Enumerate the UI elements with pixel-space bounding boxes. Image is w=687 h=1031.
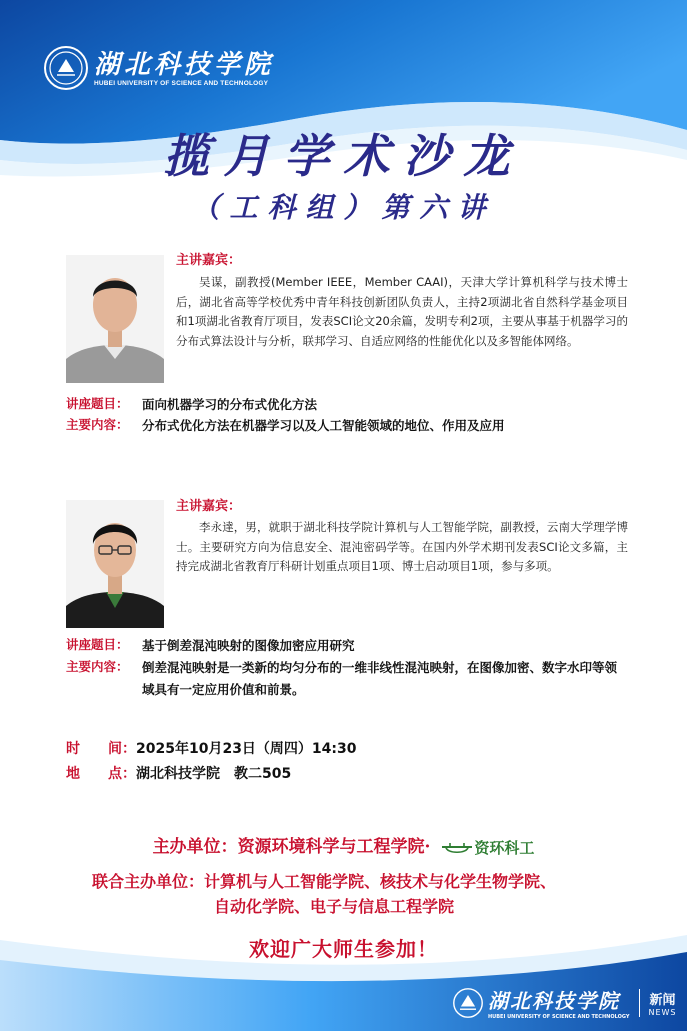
news-cn: 新闻 xyxy=(649,992,676,1008)
event-time-label: 时 间： xyxy=(66,741,136,757)
poster-subtitle: （工科组）第六讲 xyxy=(191,191,496,224)
speaker1-topic-label: 讲座题目： xyxy=(66,396,129,411)
speaker1-content-label: 主要内容： xyxy=(66,417,129,432)
department-logo xyxy=(440,837,534,858)
news-en: NEWS xyxy=(648,1007,677,1017)
news-badge xyxy=(639,989,676,1017)
event-place: 湖北科技学院 教二505 xyxy=(136,766,292,782)
speaker1-label: 主讲嘉宾： xyxy=(176,253,242,268)
speaker1-content-row xyxy=(66,415,505,437)
speaker2-topic: 基于倒差混沌映射的图像加密应用研究 xyxy=(142,638,355,653)
speaker1-photo xyxy=(66,255,164,383)
event-place-row xyxy=(66,763,291,783)
speaker2-photo xyxy=(66,500,164,628)
school-emblem-icon xyxy=(44,46,88,90)
department-logo-text: 资环科工 xyxy=(474,839,535,857)
host-organizer xyxy=(0,832,687,858)
department-logo-icon xyxy=(440,839,474,857)
speaker2-content-row xyxy=(66,657,626,701)
speaker2-label: 主讲嘉宾： xyxy=(176,499,242,514)
host-name: 资源环境科学与工程学院· xyxy=(237,837,431,857)
footer-school-en: HUBEI UNIVERSITY OF SCIENCE AND TECHNOLOGY xyxy=(488,1014,630,1020)
host-label: 主办单位： xyxy=(152,837,238,857)
event-place-label: 地 点： xyxy=(66,766,136,782)
speaker1-bio: 吴谋，副教授(Member IEEE，Member CAAI)，天津大学计算机科学与技术博士后，湖北省高等学校优秀中青年科技创新团队负责人，主持2项湖北省自然科学基金项目和1项湖北省教育厅项目，发表SCI论文20余篇，发明专利2项，主要从事基于机器学习的分布式算法设计与分析，联邦学习、自适应网络的性能优化以及多智能体网络。 xyxy=(176,275,628,348)
event-time: 2025年10月23日（周四）14:30 xyxy=(136,741,357,757)
speaker2-bio: 李永達，男，就职于湖北科技学院计算机与人工智能学院，副教授，云南大学理学博士。主要研究方向为信息安全、混沌密码学等。在国内外学术期刊发表SCI论文多篇，主持完成湖北省教育厅科研计划重点项目1项、博士启动项目1项，参与多项。 xyxy=(176,520,628,573)
poster-title: 揽月学术沙龙 xyxy=(163,129,524,183)
speaker2-content-label: 主要内容： xyxy=(66,659,129,674)
co-label: 联合主办单位： xyxy=(92,872,205,891)
school-name-en: HUBEI UNIVERSITY OF SCIENCE AND TECHNOLOGY xyxy=(94,79,269,87)
welcome-message: 欢迎广大师生参加！ xyxy=(249,937,438,961)
speaker1-topic-row xyxy=(66,394,317,416)
speaker2-content: 倒差混沌映射是一类新的均匀分布的一维非线性混沌映射，在图像加密、数字水印等领域具有一定应用价值和前景。 xyxy=(142,660,618,697)
speaker2-topic-label: 讲座题目： xyxy=(66,637,129,652)
speaker1-topic: 面向机器学习的分布式优化方法 xyxy=(142,397,318,412)
footer-school-cn: 湖北科技学院 xyxy=(488,989,620,1013)
school-name-cn: 湖北科技学院 xyxy=(94,49,275,80)
speaker1-content: 分布式优化方法在机器学习以及人工智能领域的地位、作用及应用 xyxy=(142,418,505,433)
co-line2: 自动化学院、电子与信息工程学院 xyxy=(214,897,455,916)
co-line1: 计算机与人工智能学院、核技术与化学生物学院、 xyxy=(204,872,557,891)
school-logo xyxy=(44,46,274,90)
footer-emblem-icon xyxy=(452,987,484,1019)
event-time-row xyxy=(66,738,357,758)
footer-logo xyxy=(452,985,676,1020)
speaker2-topic-row xyxy=(66,635,355,657)
